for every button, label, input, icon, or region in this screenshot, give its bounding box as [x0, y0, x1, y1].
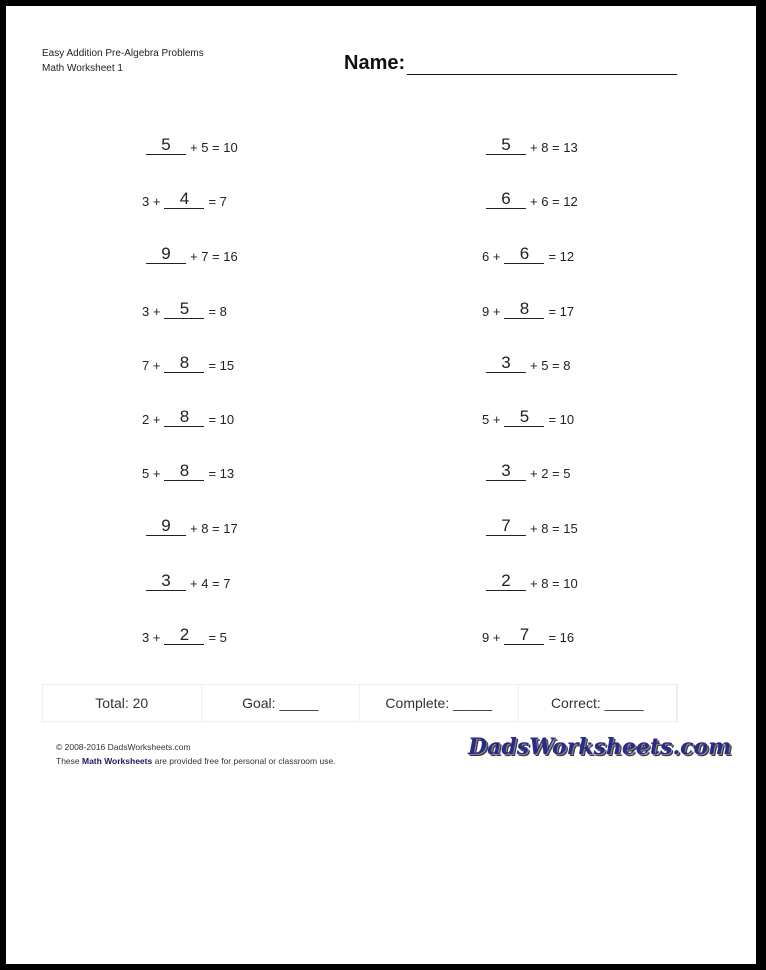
problem-prefix: 3 +	[142, 630, 161, 645]
worksheet-subtitle: Math Worksheet 1	[42, 63, 123, 74]
answer-blank[interactable]: 7	[504, 626, 544, 645]
copyright-line: © 2008-2016 DadsWorksheets.com	[56, 742, 191, 752]
problem	[482, 517, 578, 536]
answer-blank[interactable]: 3	[146, 572, 186, 591]
worksheet-header	[42, 46, 204, 76]
problem-suffix: = 12	[548, 249, 575, 264]
problem	[142, 408, 234, 427]
problem-suffix: + 7 = 16	[190, 249, 238, 264]
answer-blank[interactable]: 2	[486, 572, 526, 591]
problem-suffix: = 7	[208, 194, 227, 209]
answer-blank[interactable]: 3	[486, 354, 526, 373]
problem-suffix: + 4 = 7	[190, 576, 231, 591]
dadsworksheets-logo: DadsWorksheets.com	[468, 734, 732, 760]
answer-blank[interactable]: 4	[164, 190, 204, 209]
problem	[482, 626, 574, 645]
problem-suffix: + 5 = 8	[530, 358, 571, 373]
problem	[482, 572, 578, 591]
problem	[482, 245, 574, 264]
answer-blank[interactable]: 5	[164, 300, 204, 319]
problem-suffix: + 8 = 17	[190, 521, 238, 536]
problem-prefix: 5 +	[482, 412, 501, 427]
problem-prefix: 3 +	[142, 194, 161, 209]
problem	[142, 462, 234, 481]
problem	[142, 517, 238, 536]
problem	[482, 190, 578, 209]
answer-blank[interactable]: 8	[164, 354, 204, 373]
problem	[142, 190, 227, 209]
problem-prefix: 7 +	[142, 358, 161, 373]
problem-suffix: + 8 = 13	[530, 140, 578, 155]
problem-prefix: 2 +	[142, 412, 161, 427]
copy-text: are provided free for personal or classroom use.	[152, 756, 336, 766]
problem-suffix: + 2 = 5	[530, 466, 571, 481]
math-worksheets-link[interactable]: Math Worksheets	[82, 756, 153, 766]
problem-prefix: 6 +	[482, 249, 501, 264]
problem-suffix: = 15	[208, 358, 235, 373]
worksheet	[6, 6, 756, 964]
problem-suffix: + 6 = 12	[530, 194, 578, 209]
problem	[142, 245, 238, 264]
answer-blank[interactable]: 8	[164, 462, 204, 481]
total-cell: Total: 20	[43, 685, 202, 721]
complete-cell: Complete: _____	[360, 685, 519, 721]
problem-suffix: = 17	[548, 304, 575, 319]
answer-blank[interactable]: 3	[486, 462, 526, 481]
answer-blank[interactable]: 5	[504, 408, 544, 427]
answer-blank[interactable]: 6	[504, 245, 544, 264]
answer-blank[interactable]: 5	[486, 136, 526, 155]
problem-prefix: 5 +	[142, 466, 161, 481]
problem-prefix: 3 +	[142, 304, 161, 319]
copy-text: These	[56, 756, 82, 766]
problem	[482, 300, 574, 319]
name-line[interactable]	[407, 56, 677, 75]
name-field[interactable]	[344, 52, 677, 75]
worksheet-title: Easy Addition Pre-Algebra Problems	[42, 48, 204, 59]
problem-prefix: 9 +	[482, 630, 501, 645]
answer-blank[interactable]: 9	[146, 517, 186, 536]
problem	[142, 300, 227, 319]
problem-suffix: = 13	[208, 466, 235, 481]
answer-blank[interactable]: 9	[146, 245, 186, 264]
problem	[482, 354, 570, 373]
problem-suffix: + 5 = 10	[190, 140, 238, 155]
answer-blank[interactable]: 6	[486, 190, 526, 209]
answer-blank[interactable]: 5	[146, 136, 186, 155]
problem-suffix: = 10	[548, 412, 575, 427]
problem-suffix: = 5	[208, 630, 227, 645]
problem-suffix: + 8 = 10	[530, 576, 578, 591]
problem-suffix: + 8 = 15	[530, 521, 578, 536]
problem	[142, 354, 234, 373]
problem-suffix: = 10	[208, 412, 235, 427]
problem	[142, 572, 230, 591]
problem	[482, 136, 578, 155]
problem	[482, 408, 574, 427]
correct-cell: Correct: _____	[519, 685, 678, 721]
copyright	[56, 740, 336, 768]
problem-suffix: = 16	[548, 630, 575, 645]
answer-blank[interactable]: 2	[164, 626, 204, 645]
name-label: Name:	[344, 52, 406, 74]
answer-blank[interactable]: 8	[504, 300, 544, 319]
answer-blank[interactable]: 7	[486, 517, 526, 536]
problem-suffix: = 8	[208, 304, 227, 319]
problem	[142, 626, 227, 645]
problem	[142, 136, 238, 155]
problem	[482, 462, 570, 481]
problem-prefix: 9 +	[482, 304, 501, 319]
answer-blank[interactable]: 8	[164, 408, 204, 427]
goal-cell: Goal: _____	[202, 685, 361, 721]
score-table	[42, 684, 678, 722]
